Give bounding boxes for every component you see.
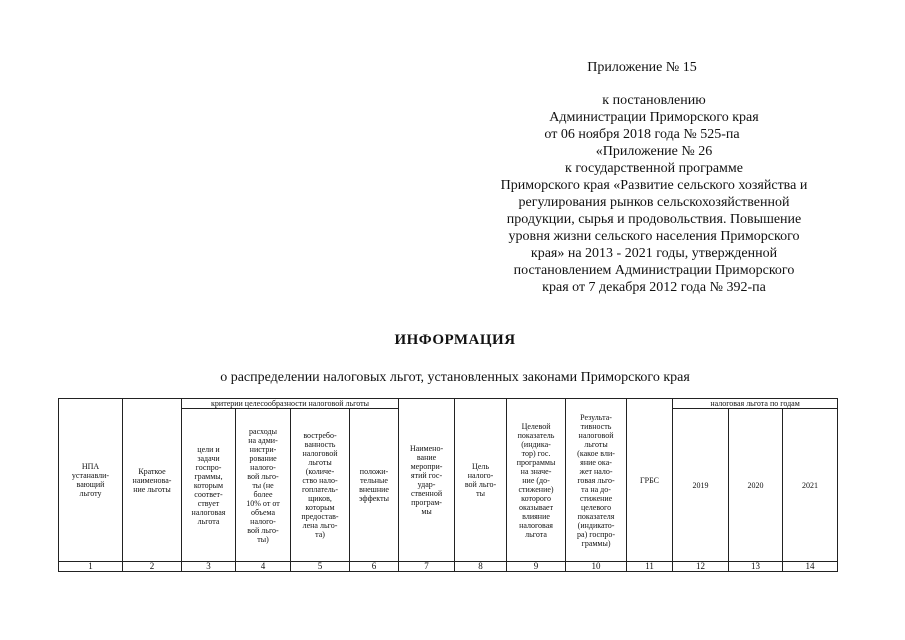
column-numbers-row: [59, 562, 838, 572]
col-benefit-goal-header: Цель налого- вой льго- ты: [455, 399, 507, 562]
header-line-12: постановлением Администрации Приморского: [513, 263, 795, 278]
criteria-group-header: критерии целесообразности налоговой льготы: [182, 399, 399, 409]
col-grbs-header: ГРБС: [627, 399, 673, 562]
col-demand-header: востребо- ванность налоговой льготы (количе- ство нало- гоплатель- щиков, которым предостав- лена льго- та): [291, 409, 350, 562]
column-number: 7: [399, 562, 455, 572]
tax-benefits-table: [58, 398, 838, 572]
document-subtitle: о распределении налоговых льгот, установленных законами Приморского края: [220, 370, 690, 385]
column-number: 10: [566, 562, 627, 572]
header-line-7: Приморского края «Развитие сельского хозяйства и: [500, 178, 808, 193]
header-line-9: продукции, сырья и продовольствия. Повышение: [506, 212, 802, 227]
col-short-name-header: Краткое наименова- ние льготы: [123, 399, 182, 562]
header-line-11: края» на 2013 - 2021 годы, утвержденной: [530, 246, 778, 261]
header-line-1: Приложение № 15: [587, 60, 697, 75]
column-number: 6: [350, 562, 399, 572]
column-number: 2: [123, 562, 182, 572]
col-admin-costs-header: расходы на адми- нистри- рование налого- вой льго- ты (не более 10% от от объема налого- вой льго- ты): [236, 409, 291, 562]
column-number: 3: [182, 562, 236, 572]
column-number: 5: [291, 562, 350, 572]
header-line-3: Администрации Приморского края: [549, 110, 759, 125]
column-number: 11: [627, 562, 673, 572]
header-line-8: регулирования рынков сельскохозяйственной: [518, 195, 790, 210]
header-line-2: к постановлению: [602, 93, 706, 108]
column-number: 1: [59, 562, 123, 572]
table-header-row-top: [59, 399, 838, 409]
col-year-2019-header: 2019: [673, 409, 729, 562]
column-number: 12: [673, 562, 729, 572]
col-program-activities-header: Наимено- вание меропри- ятий гос- удар- ственной програм- мы: [399, 399, 455, 562]
header-line-13: края от 7 декабря 2012 года № 392-па: [542, 280, 766, 295]
col-year-2020-header: 2020: [729, 409, 783, 562]
years-group-header: налоговая льгота по годам: [673, 399, 838, 409]
column-number: 13: [729, 562, 783, 572]
header-line-10: уровня жизни сельского населения Приморского: [508, 229, 800, 244]
header-line-5: «Приложение № 26: [595, 144, 713, 159]
document-title: ИНФОРМАЦИЯ: [394, 332, 516, 348]
col-external-effects-header: положи- тельные внешние эффекты: [350, 409, 399, 562]
col-year-2021-header: 2021: [783, 409, 838, 562]
col-npa-header: НПА устанавли- вающий льготу: [59, 399, 123, 562]
col-target-indicator-header: Целевой показатель (индика- тор) гос. программы на значе- ние (до- стижение) которого оказывает влияние налоговая льгота: [507, 399, 566, 562]
column-number: 4: [236, 562, 291, 572]
column-number: 8: [455, 562, 507, 572]
col-program-goals-header: цели и задачи госпро- граммы, которым соответ- ствует налоговая льгота: [182, 409, 236, 562]
header-line-4: от 06 ноября 2018 года № 525-па: [544, 127, 740, 142]
column-number: 14: [783, 562, 838, 572]
col-effectiveness-header: Результа- тивность налоговой льготы (какое вли- яние ока- жет нало- говая льго- та на до- стижение целевого показателя (индикато- ра) госпро- граммы): [566, 399, 627, 562]
header-line-6: к государственной программе: [565, 161, 743, 176]
column-number: 9: [507, 562, 566, 572]
